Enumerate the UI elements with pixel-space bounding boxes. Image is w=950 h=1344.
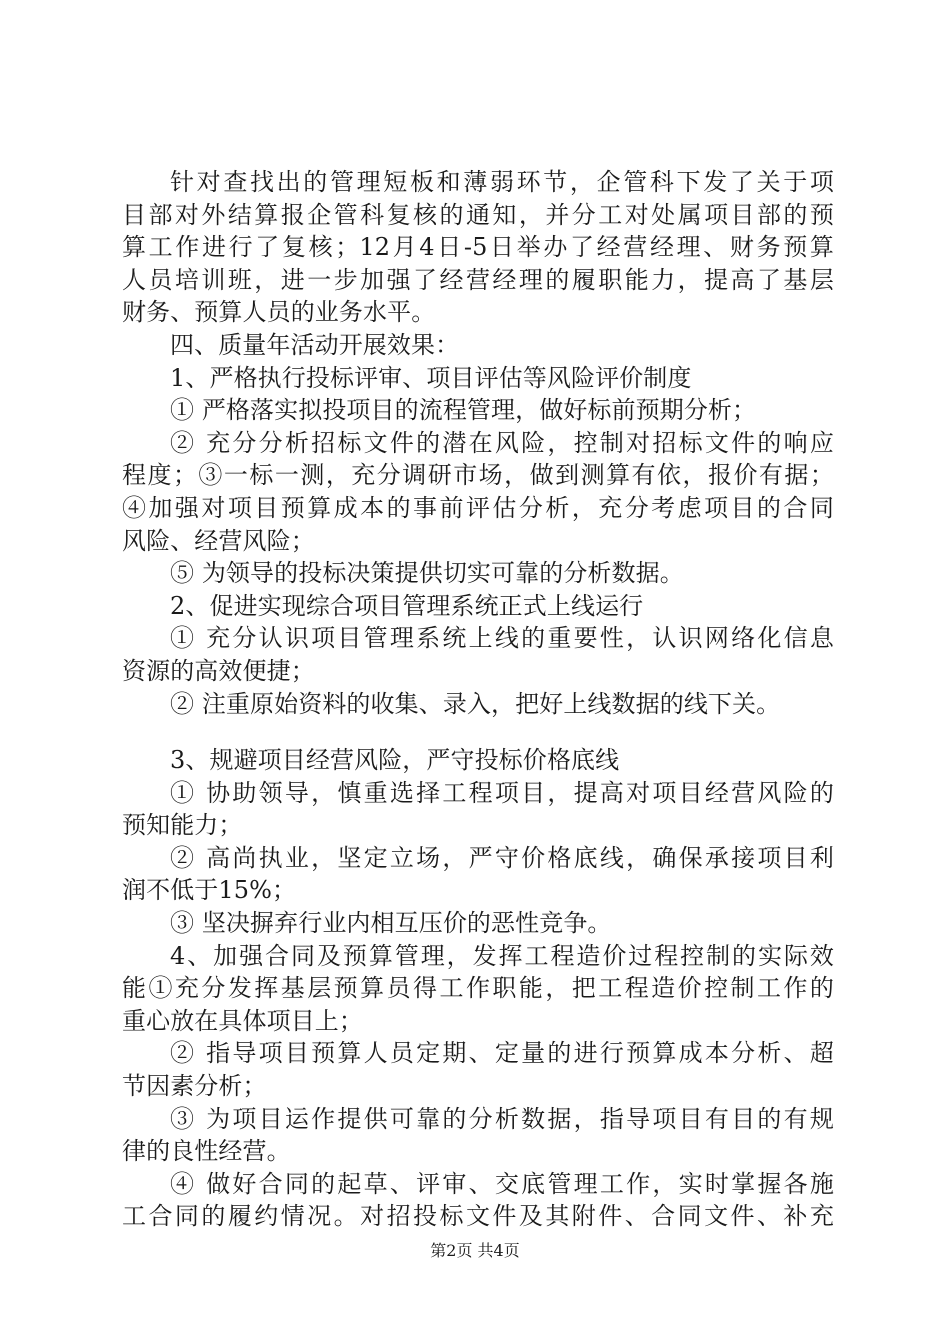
text-line: 律的良性经营。 [122, 1137, 291, 1166]
text-line: ④加强对项目预算成本的事前评估分析，充分考虑项目的合同 [122, 493, 834, 522]
text-line: 能①充分发挥基层预算员得工作职能，把工程造价控制工作的 [122, 974, 834, 1003]
text-line: 程度；③一标一测，充分调研市场，做到测算有依，报价有据； [122, 461, 834, 490]
document-body [122, 166, 834, 1233]
text-line: 润不低于15%； [122, 876, 297, 905]
text-line: 针对查找出的管理短板和薄弱环节，企管科下发了关于项 [170, 168, 834, 196]
text-line: 节因素分析； [122, 1072, 267, 1101]
text-line: ① 严格落实拟投项目的流程管理，做好标前预期分析； [170, 396, 757, 425]
text-line: 预知能力； [122, 811, 243, 840]
text-line: 财务、预算人员的业务水平。 [122, 298, 436, 327]
text-line: ② 注重原始资料的收集、录入，把好上线数据的线下关。 [170, 689, 781, 718]
text-line: ① 充分认识项目管理系统上线的重要性，认识网络化信息 [170, 624, 834, 653]
text-line: ③ 为项目运作提供可靠的分析数据，指导项目有目的有规 [170, 1104, 834, 1133]
text-line: 人员培训班，进一步加强了经营经理的履职能力，提高了基层 [122, 265, 834, 294]
text-line: ③ 坚决摒弃行业内相互压价的恶性竞争。 [170, 909, 612, 938]
text-line: 算工作进行了复核；12月4日-5日举办了经营经理、财务预算 [122, 233, 834, 262]
text-line: 2、促进实现综合项目管理系统正式上线运行 [170, 591, 644, 620]
text-line: 目部对外结算报企管科复核的通知，并分工对处属项目部的预 [122, 200, 834, 229]
text-line: ① 协助领导，慎重选择工程项目，提高对项目经营风险的 [170, 778, 834, 807]
text-line: 3、规避项目经营风险，严守投标价格底线 [170, 746, 620, 775]
text-line: 资源的高效便捷； [122, 656, 315, 685]
text-line: ⑤ 为领导的投标决策提供切实可靠的分析数据。 [170, 559, 684, 588]
text-line: ② 高尚执业，坚定立场，严守价格底线，确保承接项目利 [170, 843, 834, 872]
text-line: 1、严格执行投标评审、项目评估等风险评价制度 [170, 363, 692, 392]
page-footer: 第2页 共4页 [430, 1241, 520, 1260]
text-line: ② 指导项目预算人员定期、定量的进行预算成本分析、超 [170, 1039, 834, 1068]
text-line: 4、加强合同及预算管理，发挥工程造价过程控制的实际效 [170, 941, 834, 970]
text-line: ④ 做好合同的起草、评审、交底管理工作，实时掌握各施 [170, 1169, 834, 1198]
text-line: 工合同的履约情况。对招投标文件及其附件、合同文件、补充 [122, 1202, 834, 1231]
text-line: ② 充分分析招标文件的潜在风险，控制对招标文件的响应 [170, 428, 834, 457]
text-line: 风险、经营风险； [122, 526, 315, 555]
text-line: 重心放在具体项目上； [122, 1006, 363, 1035]
blank-line [122, 720, 834, 744]
text-line: 四、质量年活动开展效果： [170, 330, 460, 359]
